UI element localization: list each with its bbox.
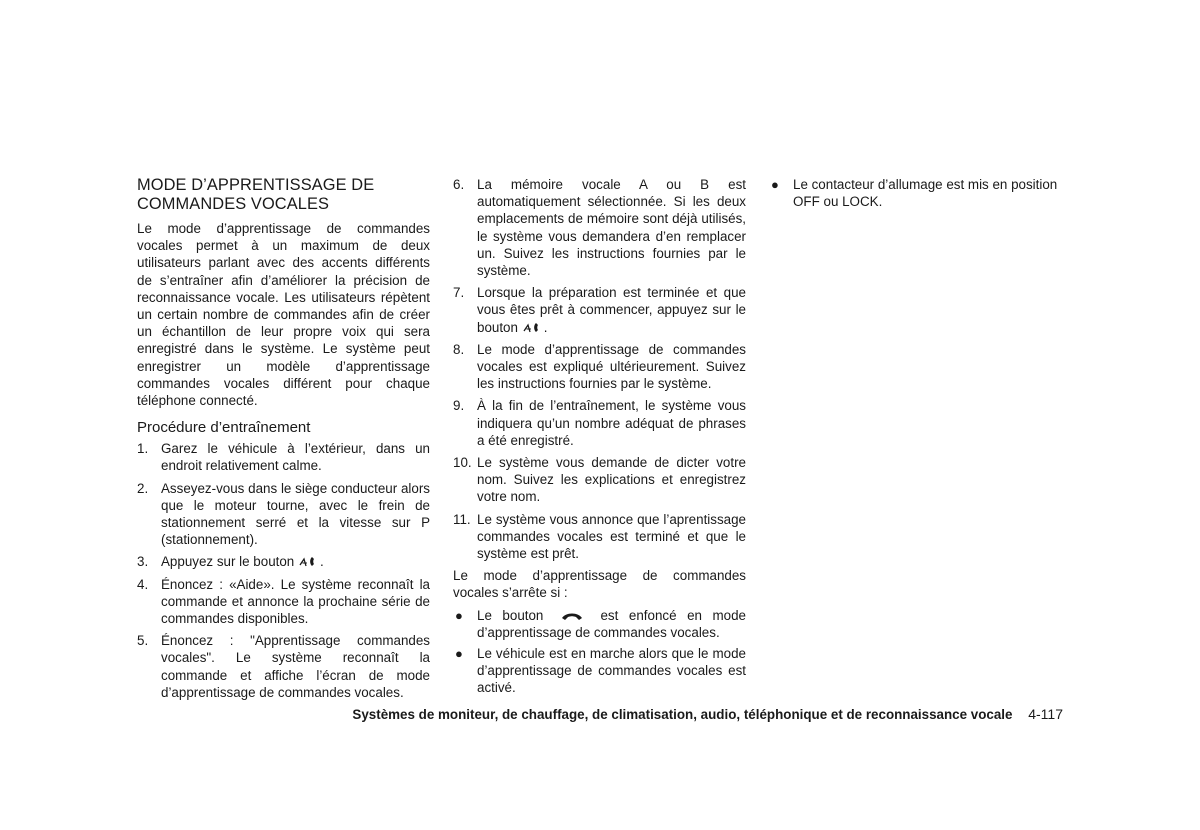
step-1	[137, 440, 430, 474]
step-number: 4.	[137, 576, 149, 592]
stop-bullet-1	[453, 607, 746, 641]
bullet-text-after: est enfoncé en mode d’apprentissage de commandes vocales.	[477, 607, 746, 640]
step-text: Asseyez-vous dans le siège conducteur alors que le moteur tourne, avec le frein de stationnement serré et la vitesse sur P (stationnement).	[161, 480, 430, 548]
procedure-title: Procédure d’entraînement	[137, 419, 311, 437]
step-text-after: .	[320, 554, 324, 570]
bullet-dot: ●	[455, 607, 463, 623]
stop-bullet-3	[769, 176, 1065, 210]
step-number: 3.	[137, 554, 149, 570]
step-number: 1.	[137, 441, 149, 457]
bullet-text-before: Le bouton	[477, 607, 544, 623]
section-title-line2: COMMANDES VOCALES	[137, 195, 330, 213]
step-number: 7.	[453, 285, 465, 301]
step-text-after: .	[543, 319, 548, 335]
column-2	[453, 176, 746, 701]
step-10	[453, 454, 746, 506]
step-number: 9.	[453, 398, 465, 414]
step-text: À la fin de l’entraînement, le système vous indiquera qu’un nombre adéquat de phrases a été enregistré.	[477, 398, 746, 448]
page-footer	[0, 706, 1063, 722]
step-6	[453, 176, 746, 279]
step-7	[453, 284, 746, 336]
step-text: Le mode d’apprentissage de commandes vocales est expliqué ultérieurement. Suivez les instructions fournies par le système.	[477, 341, 746, 392]
column-3	[769, 176, 1065, 214]
intro-paragraph: Le mode d’apprentissage de commandes vocales permet à un maximum de deux utilisateurs parlant avec des accents différents de s’entraîner afin d’améliorer la précision de reconnaissance vocale. Les utilisateurs répètent un certain nombre de commandes afin de créer un échantillon de leur propre voix qui sera enregistré dans le système. Le système peut enregistrer un modèle d’apprentissage commandes vocales différent pour chaque téléphone connecté.	[137, 221, 430, 409]
stop-bullet-2	[453, 645, 746, 697]
step-text: Le système vous demande de dicter votre nom. Suivez les explications et enregistrez votre nom.	[477, 455, 746, 505]
step-text: Énoncez : "Apprentissage commandes vocales". Le système reconnaît la commande et affiche l’écran de mode d’apprentissage de commandes vocales.	[161, 633, 430, 700]
step-number: 11.	[453, 511, 471, 527]
step-text: La mémoire vocale A ou B est automatiquement sélectionnée. Si les deux emplacements de mémoire sont déjà utilisés, le système vous demandera d’en remplacer un. Suivez les instructions fournies par le système.	[477, 177, 746, 279]
stop-intro: Le mode d’apprentissage de commandes vocales s’arrête si :	[453, 568, 746, 601]
step-text-before: Appuyez sur le bouton	[161, 554, 295, 570]
section-title-line1: MODE D’APPRENTISSAGE DE	[137, 176, 375, 194]
step-9	[453, 397, 746, 449]
bullet-dot: ●	[771, 177, 779, 192]
step-5	[137, 632, 430, 701]
step-4	[137, 576, 430, 628]
step-8	[453, 341, 746, 393]
step-2	[137, 480, 430, 549]
step-number: 5.	[137, 633, 149, 649]
step-text: Énoncez : «Aide». Le système reconnaît la commande et annonce la prochaine série de commandes disponibles.	[161, 576, 430, 627]
chapter-title: Systèmes de moniteur, de chauffage, de climatisation, audio, téléphonique et de reconnaissance vocale	[352, 707, 1013, 722]
step-number: 6.	[453, 177, 465, 192]
step-11	[453, 511, 746, 563]
bullet-text: Le contacteur d’allumage est mis en position OFF ou LOCK.	[793, 177, 1058, 210]
page-number: 4-117	[1028, 706, 1063, 722]
step-text: Le système vous annonce que l’aprentissage commandes vocales est terminé et que le système est prêt.	[477, 511, 746, 562]
talk-button-icon	[523, 321, 543, 334]
talk-button-icon	[299, 555, 319, 568]
step-3	[137, 553, 430, 570]
step-text-before: Lorsque la préparation est terminée et que vous êtes prêt à commencer, appuyez sur le bouton	[477, 285, 746, 335]
step-number: 10.	[453, 455, 472, 471]
section-title	[137, 176, 430, 214]
step-number: 8.	[453, 341, 465, 357]
step-text: Garez le véhicule à l’extérieur, dans un endroit relativement calme.	[161, 441, 430, 474]
column-1	[137, 176, 430, 706]
step-number: 2.	[137, 480, 149, 496]
bullet-dot: ●	[455, 646, 463, 662]
phone-hangup-icon	[560, 610, 584, 622]
bullet-text: Le véhicule est en marche alors que le mode d’apprentissage de commandes vocales est activé.	[477, 646, 746, 696]
